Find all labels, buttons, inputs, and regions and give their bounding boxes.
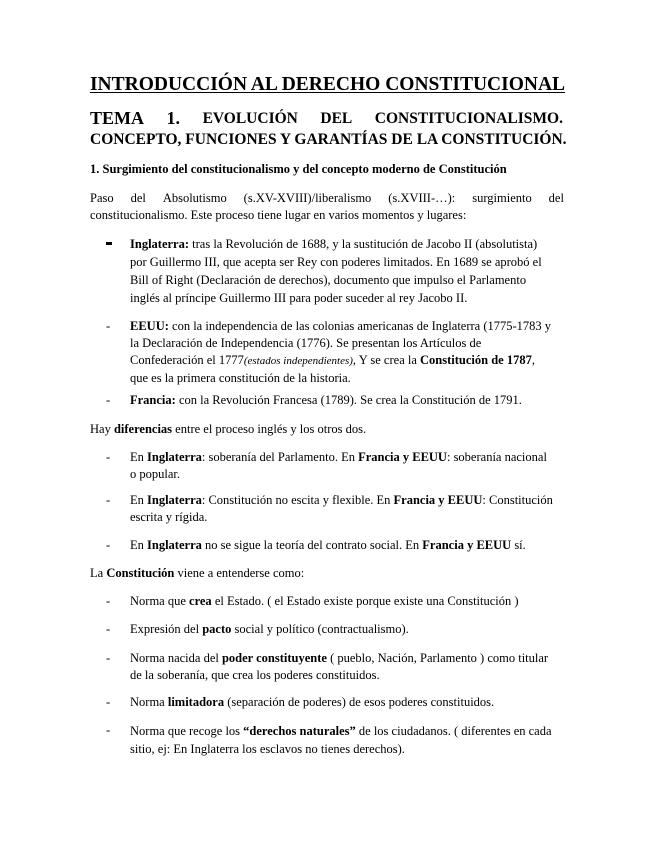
text: Norma [130,695,168,709]
bullet-dash: - [106,493,111,507]
text: : soberanía del Parlamento. En [201,450,359,464]
text: no se sigue la teoría del contrato social. En [201,538,423,552]
item-label: Inglaterra: [130,237,190,251]
text: sí. [511,538,526,552]
bullet-dash: - [106,319,111,333]
word: Absolutismo [162,191,227,205]
list-item-constitucion [130,621,565,638]
text: En [130,538,148,552]
bold-text: diferencias [113,422,173,436]
item-text: , Y se crea la [352,353,421,367]
tema-line-2: CONCEPTO, FUNCIONES Y GARANTÍAS DE LA CONSTITUCIÓN. [90,131,567,148]
bold-text: pacto [202,622,232,636]
constitucion-paragraph [90,565,564,582]
bold-text: Inglaterra [147,538,202,552]
bullet-dash: - [106,450,111,464]
tema-word: DEL [320,110,353,127]
bold-text: Inglaterra [147,493,202,507]
word: (s.XV-XVIII)/liberalismo [243,191,372,205]
text: Norma que [130,594,190,608]
tema-word: TEMA [90,108,144,128]
bold-text: poder constituyente [221,651,327,665]
item-text: la Declaración de Independencia (1776). Se presentan los Artículos de [130,336,482,350]
item-text: , [531,353,535,367]
list-item-constitucion [130,650,565,684]
word: del [548,191,564,205]
item-text: tras la Revolución de 1688, y la sustitución de Jacobo II (absolutista) [189,237,538,251]
item-italic: (estados independientes) [243,355,353,367]
list-item-constitucion [130,593,565,610]
bullet-dash: - [106,622,111,636]
text: En [130,493,148,507]
item-text: Confederación el 1777 [130,353,244,367]
list-item-diferencia [130,492,565,526]
text: La [90,566,107,580]
text: En [130,450,148,464]
text: el Estado. ( el Estado existe porque existe una Constitución ) [211,594,519,608]
text: entre el proceso inglés y los otros dos. [172,422,367,436]
tema-heading [90,108,567,150]
word: (s.XVIII-…): [388,191,456,205]
text: (separación de poderes) de esos poderes constituidos. [224,695,495,709]
item-text: con la independencia de las colonias americanas de Inglaterra (1775-1783 y [168,319,552,333]
text: sitio, ej: En Inglaterra los esclavos no tienes derechos). [130,742,405,756]
bullet-dash: - [106,594,111,608]
document-title: INTRODUCCIÓN AL DERECHO CONSTITUCIONAL [89,74,566,95]
bold-text: Francia y EEUU [393,493,483,507]
word: Paso [90,191,114,205]
list-item-constitucion [130,722,565,758]
item-text: por Guillermo III, que acepta ser Rey con poderes limitados. En 1689 se aprobó el [130,255,542,269]
bold-text: Francia y EEUU [422,538,512,552]
text: Hay [90,422,114,436]
bullet-dash: - [106,723,111,737]
bold-text: limitadora [167,695,225,709]
bullet-square-icon [106,235,126,252]
list-item-inglaterra [130,235,565,307]
bold-text: Inglaterra [147,450,202,464]
intro-paragraph [90,190,564,224]
bold-text: “derechos naturales” [243,724,356,738]
diferencias-paragraph [90,421,564,438]
item-label: EEUU: [130,319,169,333]
tema-word: CONSTITUCIONALISMO. [374,110,563,127]
bullet-dash: - [106,393,111,407]
text: escrita y rígida. [130,510,208,524]
item-text: inglés al príncipe Guillermo III para poder suceder al rey Jacobo II. [130,291,468,305]
item-label: Francia: [130,393,176,407]
word: del [130,191,146,205]
text: Norma nacida del [130,651,222,665]
text: : Constitución [482,493,553,507]
bullet-dash: - [106,695,111,709]
tema-number: 1. [166,108,181,128]
text: : Constitución no escita y flexible. En [201,493,394,507]
list-item-diferencia [130,449,565,483]
list-item-eeuu [130,318,565,387]
word: surgimiento [472,191,532,205]
bullet-dash: - [106,651,111,665]
list-item-diferencia [130,537,565,554]
item-text: con la Revolución Francesa (1789). Se crea la Constitución de 1791. [175,393,522,407]
intro-line-2: constitucionalismo. Este proceso tiene lugar en varios momentos y lugares: [90,208,467,222]
list-item-francia [130,392,565,409]
item-text: que es la primera constitución de la historia. [130,371,351,385]
list-item-constitucion [130,694,565,711]
bold-text: crea [189,594,212,608]
text: o popular. [130,467,180,481]
text: ( pueblo, Nación, Parlamento ) como titular [326,651,549,665]
item-bold: Constitución de 1787 [420,353,532,367]
tema-word: EVOLUCIÓN [202,110,298,127]
text: social y político (contractualismo). [231,622,409,636]
section-heading: 1. Surgimiento del constitucionalismo y del concepto moderno de Constitución [90,162,507,176]
text: Expresión del [130,622,203,636]
item-text: Bill of Right (Declaración de derechos), documento que impulso el Parlamento [130,273,527,287]
text: de los ciudadanos. ( diferentes en cada [355,724,552,738]
text: viene a entenderse como: [174,566,305,580]
text: de la soberanía, que crea los poderes constituidos. [130,668,380,682]
bullet-dash: - [106,538,111,552]
text: : soberanía nacional [446,450,547,464]
bold-text: Constitución [106,566,175,580]
text: Norma que recoge los [130,724,244,738]
bold-text: Francia y EEUU [358,450,447,464]
